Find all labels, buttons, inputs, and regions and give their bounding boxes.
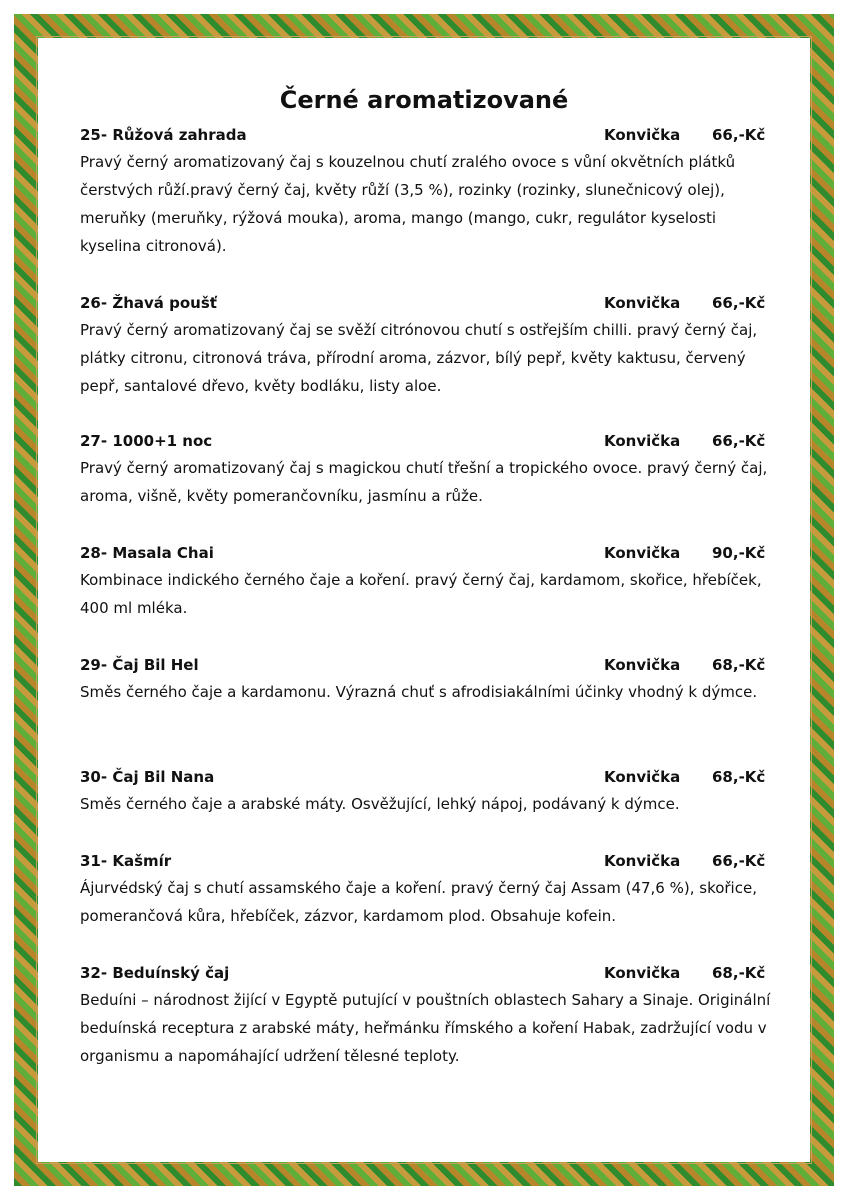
page-title: Černé aromatizované (279, 86, 569, 114)
menu-item-description: Pravý černý aromatizovaný čaj s magickou chutí třešní a tropického ovoce. pravý černý čaj, aroma, višně, květy pomerančovníku, jasmínu a růže. (80, 459, 768, 505)
menu-item-vessel: Konvička (604, 544, 681, 562)
menu-item-header (80, 290, 780, 316)
menu-item-vessel: Konvička (604, 656, 681, 674)
menu-item-header (80, 764, 780, 790)
menu-item (80, 848, 780, 930)
menu-item-vessel: Konvička (604, 964, 681, 982)
menu-item-vessel: Konvička (604, 852, 681, 870)
menu-item-price: 68,-Kč (712, 656, 766, 674)
menu-item-description: Ájurvédský čaj s chutí assamského čaje a koření. pravý černý čaj Assam (47,6 %), skořice, pomerančová kůra, hřebíček, zázvor, kardamom plod. Obsahuje kofein. (80, 879, 757, 925)
menu-item-header (80, 540, 780, 566)
menu-item-name: 30- Čaj Bil Nana (80, 768, 215, 786)
menu-item-description: Směs černého čaje a arabské máty. Osvěžující, lehký nápoj, podávaný k dýmce. (80, 795, 680, 813)
menu-item-description: Beduíni – národnost žijící v Egyptě putující v pouštních oblastech Sahary a Sinaje. Originální beduínská receptura z arabské máty, heřmánku římského a koření Habak, zadržující vodu v organismu a napomáhající udržení tělesné teploty. (80, 991, 771, 1065)
menu-item-header (80, 960, 780, 986)
menu-item (80, 122, 780, 260)
menu-item-name: 31- Kašmír (80, 852, 172, 870)
menu-item (80, 960, 780, 1070)
menu-item-price: 68,-Kč (712, 964, 766, 982)
menu-item-description: Směs černého čaje a kardamonu. Výrazná chuť s afrodisiakálními účinky vhodný k dýmce. (80, 683, 758, 701)
menu-item-name: 26- Žhavá poušť (80, 294, 217, 312)
menu-item-price: 66,-Kč (712, 432, 766, 450)
menu-item-header (80, 848, 780, 874)
menu-item-vessel: Konvička (604, 768, 681, 786)
menu-item-name: 28- Masala Chai (80, 544, 214, 562)
menu-item-name: 29- Čaj Bil Hel (80, 656, 199, 674)
menu-item (80, 764, 780, 818)
menu-item-price: 90,-Kč (712, 544, 766, 562)
menu-item-price: 66,-Kč (712, 852, 766, 870)
menu-item-description: Pravý černý aromatizovaný čaj s kouzelnou chutí zralého ovoce s vůní okvětních plátků čerstvých růží.pravý černý čaj, květy růží (3,5 %), rozinky (rozinky, slunečnicový olej), meruňky (meruňky, rýžová mouka), aroma, mango (mango, cukr, regulátor kyselosti kyselina citronová). (80, 153, 736, 255)
menu-item-price: 66,-Kč (712, 294, 766, 312)
menu-item-name: 27- 1000+1 noc (80, 432, 213, 450)
menu-item (80, 428, 780, 510)
menu-item (80, 540, 780, 622)
menu-item-description: Kombinace indického černého čaje a koření. pravý černý čaj, kardamom, skořice, hřebíček, 400 ml mléka. (80, 571, 762, 617)
menu-item (80, 652, 780, 706)
menu-item-vessel: Konvička (604, 126, 681, 144)
menu-item-description: Pravý černý aromatizovaný čaj se svěží citrónovou chutí s ostřejším chilli. pravý černý čaj, plátky citronu, citronová tráva, přírodní aroma, zázvor, bílý pepř, květy kaktusu, červený pepř, santalové dřevo, květy bodláku, listy aloe. (80, 321, 758, 395)
menu-item-header (80, 428, 780, 454)
menu-item-vessel: Konvička (604, 432, 681, 450)
menu-item-price: 68,-Kč (712, 768, 766, 786)
menu-item-name: 32- Beduínský čaj (80, 964, 230, 982)
menu-item-price: 66,-Kč (712, 126, 766, 144)
menu-item-name: 25- Růžová zahrada (80, 126, 247, 144)
menu-item (80, 290, 780, 400)
menu-item-header (80, 122, 780, 148)
menu-item-header (80, 652, 780, 678)
menu-item-vessel: Konvička (604, 294, 681, 312)
